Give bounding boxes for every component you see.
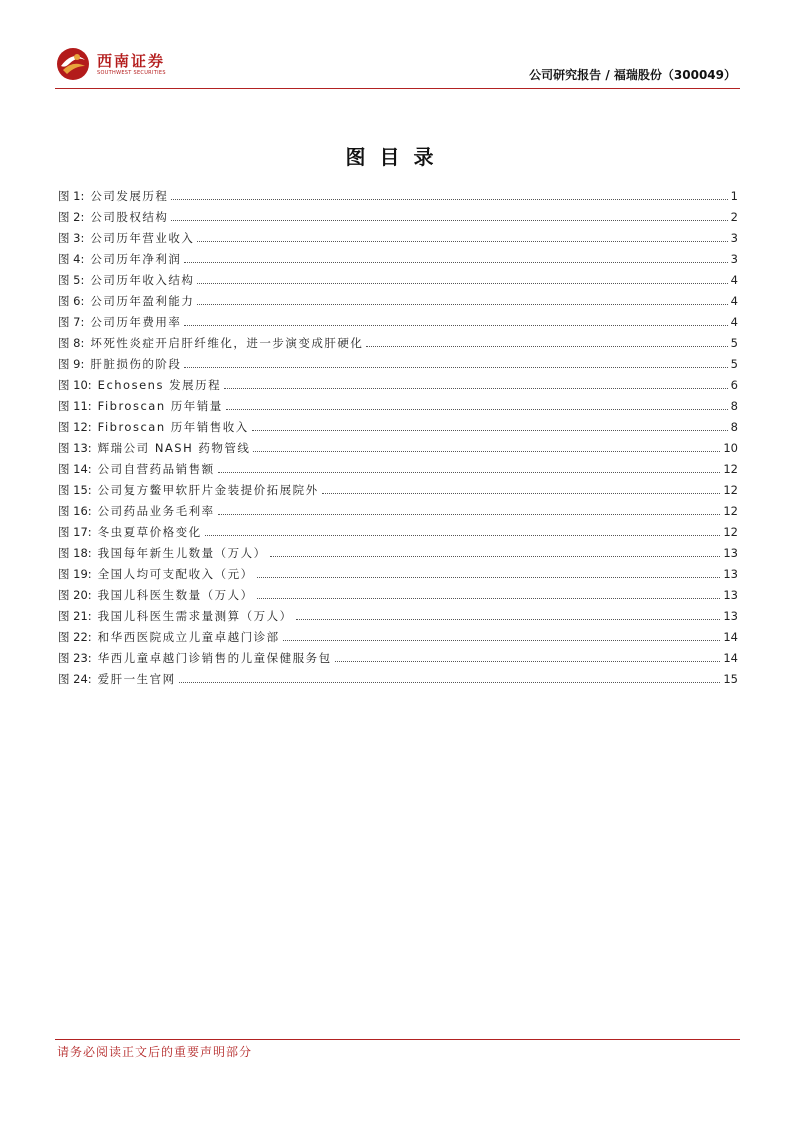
toc-entry-title[interactable]: 公司历年收入结构: [90, 273, 195, 287]
toc-entry-label: 图 6:: [58, 294, 85, 308]
toc-entry-page[interactable]: 13: [723, 546, 738, 560]
toc-leader-dots: [253, 450, 720, 452]
toc-entry-page[interactable]: 4: [730, 294, 738, 308]
toc-entry-title[interactable]: 坏死性炎症开启肝纤维化，进一步演变成肝硬化: [90, 336, 364, 350]
toc-entry-title[interactable]: 我国儿科医生数量（万人）: [97, 588, 254, 602]
logo-emblem-icon: [55, 46, 91, 82]
toc-leader-dots: [171, 219, 727, 221]
toc-entry[interactable]: [58, 204, 738, 225]
toc-leader-dots: [224, 387, 728, 389]
toc-entry-page[interactable]: 2: [730, 210, 738, 224]
toc-entry[interactable]: [58, 351, 738, 372]
toc-entry[interactable]: [58, 624, 738, 645]
toc-entry-title[interactable]: 公司历年营业收入: [90, 231, 195, 245]
toc-leader-dots: [296, 618, 721, 620]
toc-entry-page[interactable]: 13: [723, 588, 738, 602]
toc-entry[interactable]: [58, 393, 738, 414]
logo-chinese-name: 西南证券: [97, 51, 166, 70]
toc-leader-dots: [218, 471, 721, 473]
toc-entry[interactable]: [58, 582, 738, 603]
toc-entry[interactable]: [58, 246, 738, 267]
toc-leader-dots: [335, 660, 721, 662]
toc-entry-title[interactable]: 爱肝一生官网: [97, 672, 176, 686]
toc-entry-label: 图 4:: [58, 252, 85, 266]
toc-entry-label: 图 12:: [58, 420, 92, 434]
company-logo: [55, 46, 166, 82]
toc-leader-dots: [171, 198, 727, 200]
toc-leader-dots: [218, 513, 721, 515]
toc-leader-dots: [257, 576, 721, 578]
toc-entry-label: 图 21:: [58, 609, 92, 623]
toc-leader-dots: [366, 345, 727, 347]
toc-entry[interactable]: [58, 309, 738, 330]
toc-entry[interactable]: [58, 267, 738, 288]
toc-leader-dots: [197, 303, 727, 305]
toc-entry[interactable]: [58, 666, 738, 687]
toc-entry[interactable]: [58, 372, 738, 393]
toc-entry-page[interactable]: 3: [730, 252, 738, 266]
toc-entry-label: 图 13:: [58, 441, 92, 455]
toc-entry-title[interactable]: 公司药品业务毛利率: [97, 504, 215, 518]
toc-entry-label: 图 17:: [58, 525, 92, 539]
toc-entry-title[interactable]: 和华西医院成立儿童卓越门诊部: [97, 630, 280, 644]
report-label: 公司研究报告 / 福瑞股份（300049）: [529, 68, 736, 82]
toc-leader-dots: [205, 534, 721, 536]
toc-entry[interactable]: [58, 183, 738, 204]
toc-leader-dots: [270, 555, 721, 557]
toc-entry-page[interactable]: 13: [723, 609, 738, 623]
toc-entry-label: 图 15:: [58, 483, 92, 497]
toc-entry-label: 图 8:: [58, 336, 85, 350]
toc-entry[interactable]: [58, 288, 738, 309]
toc-entry-page[interactable]: 10: [723, 441, 738, 455]
toc-entry[interactable]: [58, 435, 738, 456]
toc-entry[interactable]: [58, 225, 738, 246]
toc-entry-label: 图 18:: [58, 546, 92, 560]
figure-list: [58, 183, 738, 687]
toc-entry-page[interactable]: 5: [730, 336, 738, 350]
toc-entry-page[interactable]: 12: [723, 462, 738, 476]
toc-entry[interactable]: [58, 519, 738, 540]
toc-entry-label: 图 10:: [58, 378, 92, 392]
toc-entry-title[interactable]: 公司自营药品销售额: [97, 462, 215, 476]
toc-entry[interactable]: [58, 456, 738, 477]
toc-leader-dots: [257, 597, 721, 599]
toc-entry-page[interactable]: 13: [723, 567, 738, 581]
toc-entry-label: 图 24:: [58, 672, 92, 686]
toc-entry-label: 图 22:: [58, 630, 92, 644]
toc-entry-title[interactable]: Fibroscan 历年销售收入: [97, 420, 249, 434]
toc-entry-title[interactable]: 公司发展历程: [90, 189, 169, 203]
page-title: 图目录: [345, 145, 448, 169]
toc-entry-label: 图 5:: [58, 273, 85, 287]
toc-entry-label: 图 1:: [58, 189, 85, 203]
toc-entry-title[interactable]: 公司历年费用率: [90, 315, 182, 329]
toc-entry-page[interactable]: 12: [723, 483, 738, 497]
toc-entry-title[interactable]: 公司历年盈利能力: [90, 294, 195, 308]
toc-entry[interactable]: [58, 330, 738, 351]
toc-leader-dots: [252, 429, 728, 431]
toc-entry-title[interactable]: 公司复方鳖甲软肝片金装提价拓展院外: [97, 483, 319, 497]
page-header: [55, 40, 740, 89]
toc-leader-dots: [184, 261, 727, 263]
toc-entry-page[interactable]: 15: [723, 672, 738, 686]
toc-entry[interactable]: [58, 414, 738, 435]
toc-entry[interactable]: [58, 540, 738, 561]
toc-entry-label: 图 20:: [58, 588, 92, 602]
toc-entry-page[interactable]: 4: [730, 273, 738, 287]
toc-entry[interactable]: [58, 645, 738, 666]
toc-entry-page[interactable]: 4: [730, 315, 738, 329]
toc-entry-page[interactable]: 5: [730, 357, 738, 371]
toc-entry-title[interactable]: 我国每年新生儿数量（万人）: [97, 546, 267, 560]
toc-entry[interactable]: [58, 603, 738, 624]
toc-entry[interactable]: [58, 477, 738, 498]
toc-entry-title[interactable]: 肝脏损伤的阶段: [90, 357, 182, 371]
toc-leader-dots: [184, 366, 727, 368]
toc-entry-page[interactable]: 6: [730, 378, 738, 392]
toc-entry-label: 图 7:: [58, 315, 85, 329]
toc-entry-title[interactable]: Echosens 发展历程: [97, 378, 222, 392]
toc-entry-title[interactable]: 辉瑞公司 NASH 药物管线: [97, 441, 251, 455]
toc-entry[interactable]: [58, 561, 738, 582]
toc-entry-title[interactable]: 冬虫夏草价格变化: [97, 525, 202, 539]
toc-entry-page[interactable]: 14: [723, 630, 738, 644]
toc-leader-dots: [197, 282, 727, 284]
toc-leader-dots: [283, 639, 721, 641]
toc-entry-label: 图 23:: [58, 651, 92, 665]
footer-notice: 请务必阅读正文后的重要声明部分: [57, 1045, 253, 1059]
toc-entry-page[interactable]: 8: [730, 399, 738, 413]
logo-english-name: SOUTHWEST SECURITIES: [97, 69, 166, 76]
toc-entry-label: 图 16:: [58, 504, 92, 518]
toc-entry-label: 图 19:: [58, 567, 92, 581]
toc-leader-dots: [226, 408, 728, 410]
toc-entry-title[interactable]: 华西儿童卓越门诊销售的儿童保健服务包: [97, 651, 332, 665]
toc-entry-page[interactable]: 12: [723, 504, 738, 518]
toc-leader-dots: [197, 240, 727, 242]
toc-entry-page[interactable]: 8: [730, 420, 738, 434]
toc-entry-label: 图 9:: [58, 357, 85, 371]
toc-entry-label: 图 3:: [58, 231, 85, 245]
toc-entry[interactable]: [58, 498, 738, 519]
toc-entry-label: 图 11:: [58, 399, 92, 413]
footer-divider: [55, 1039, 740, 1040]
toc-entry-title[interactable]: 全国人均可支配收入（元）: [97, 567, 254, 581]
toc-entry-label: 图 2:: [58, 210, 85, 224]
toc-entry-title[interactable]: 公司历年净利润: [90, 252, 182, 266]
toc-entry-page[interactable]: 12: [723, 525, 738, 539]
toc-leader-dots: [184, 324, 727, 326]
toc-entry-page[interactable]: 3: [730, 231, 738, 245]
toc-entry-title[interactable]: 我国儿科医生需求量测算（万人）: [97, 609, 293, 623]
toc-entry-label: 图 14:: [58, 462, 92, 476]
toc-leader-dots: [179, 681, 721, 683]
toc-entry-page[interactable]: 1: [730, 189, 738, 203]
toc-entry-title[interactable]: 公司股权结构: [90, 210, 169, 224]
toc-entry-page[interactable]: 14: [723, 651, 738, 665]
toc-entry-title[interactable]: Fibroscan 历年销量: [97, 399, 223, 413]
toc-leader-dots: [322, 492, 721, 494]
